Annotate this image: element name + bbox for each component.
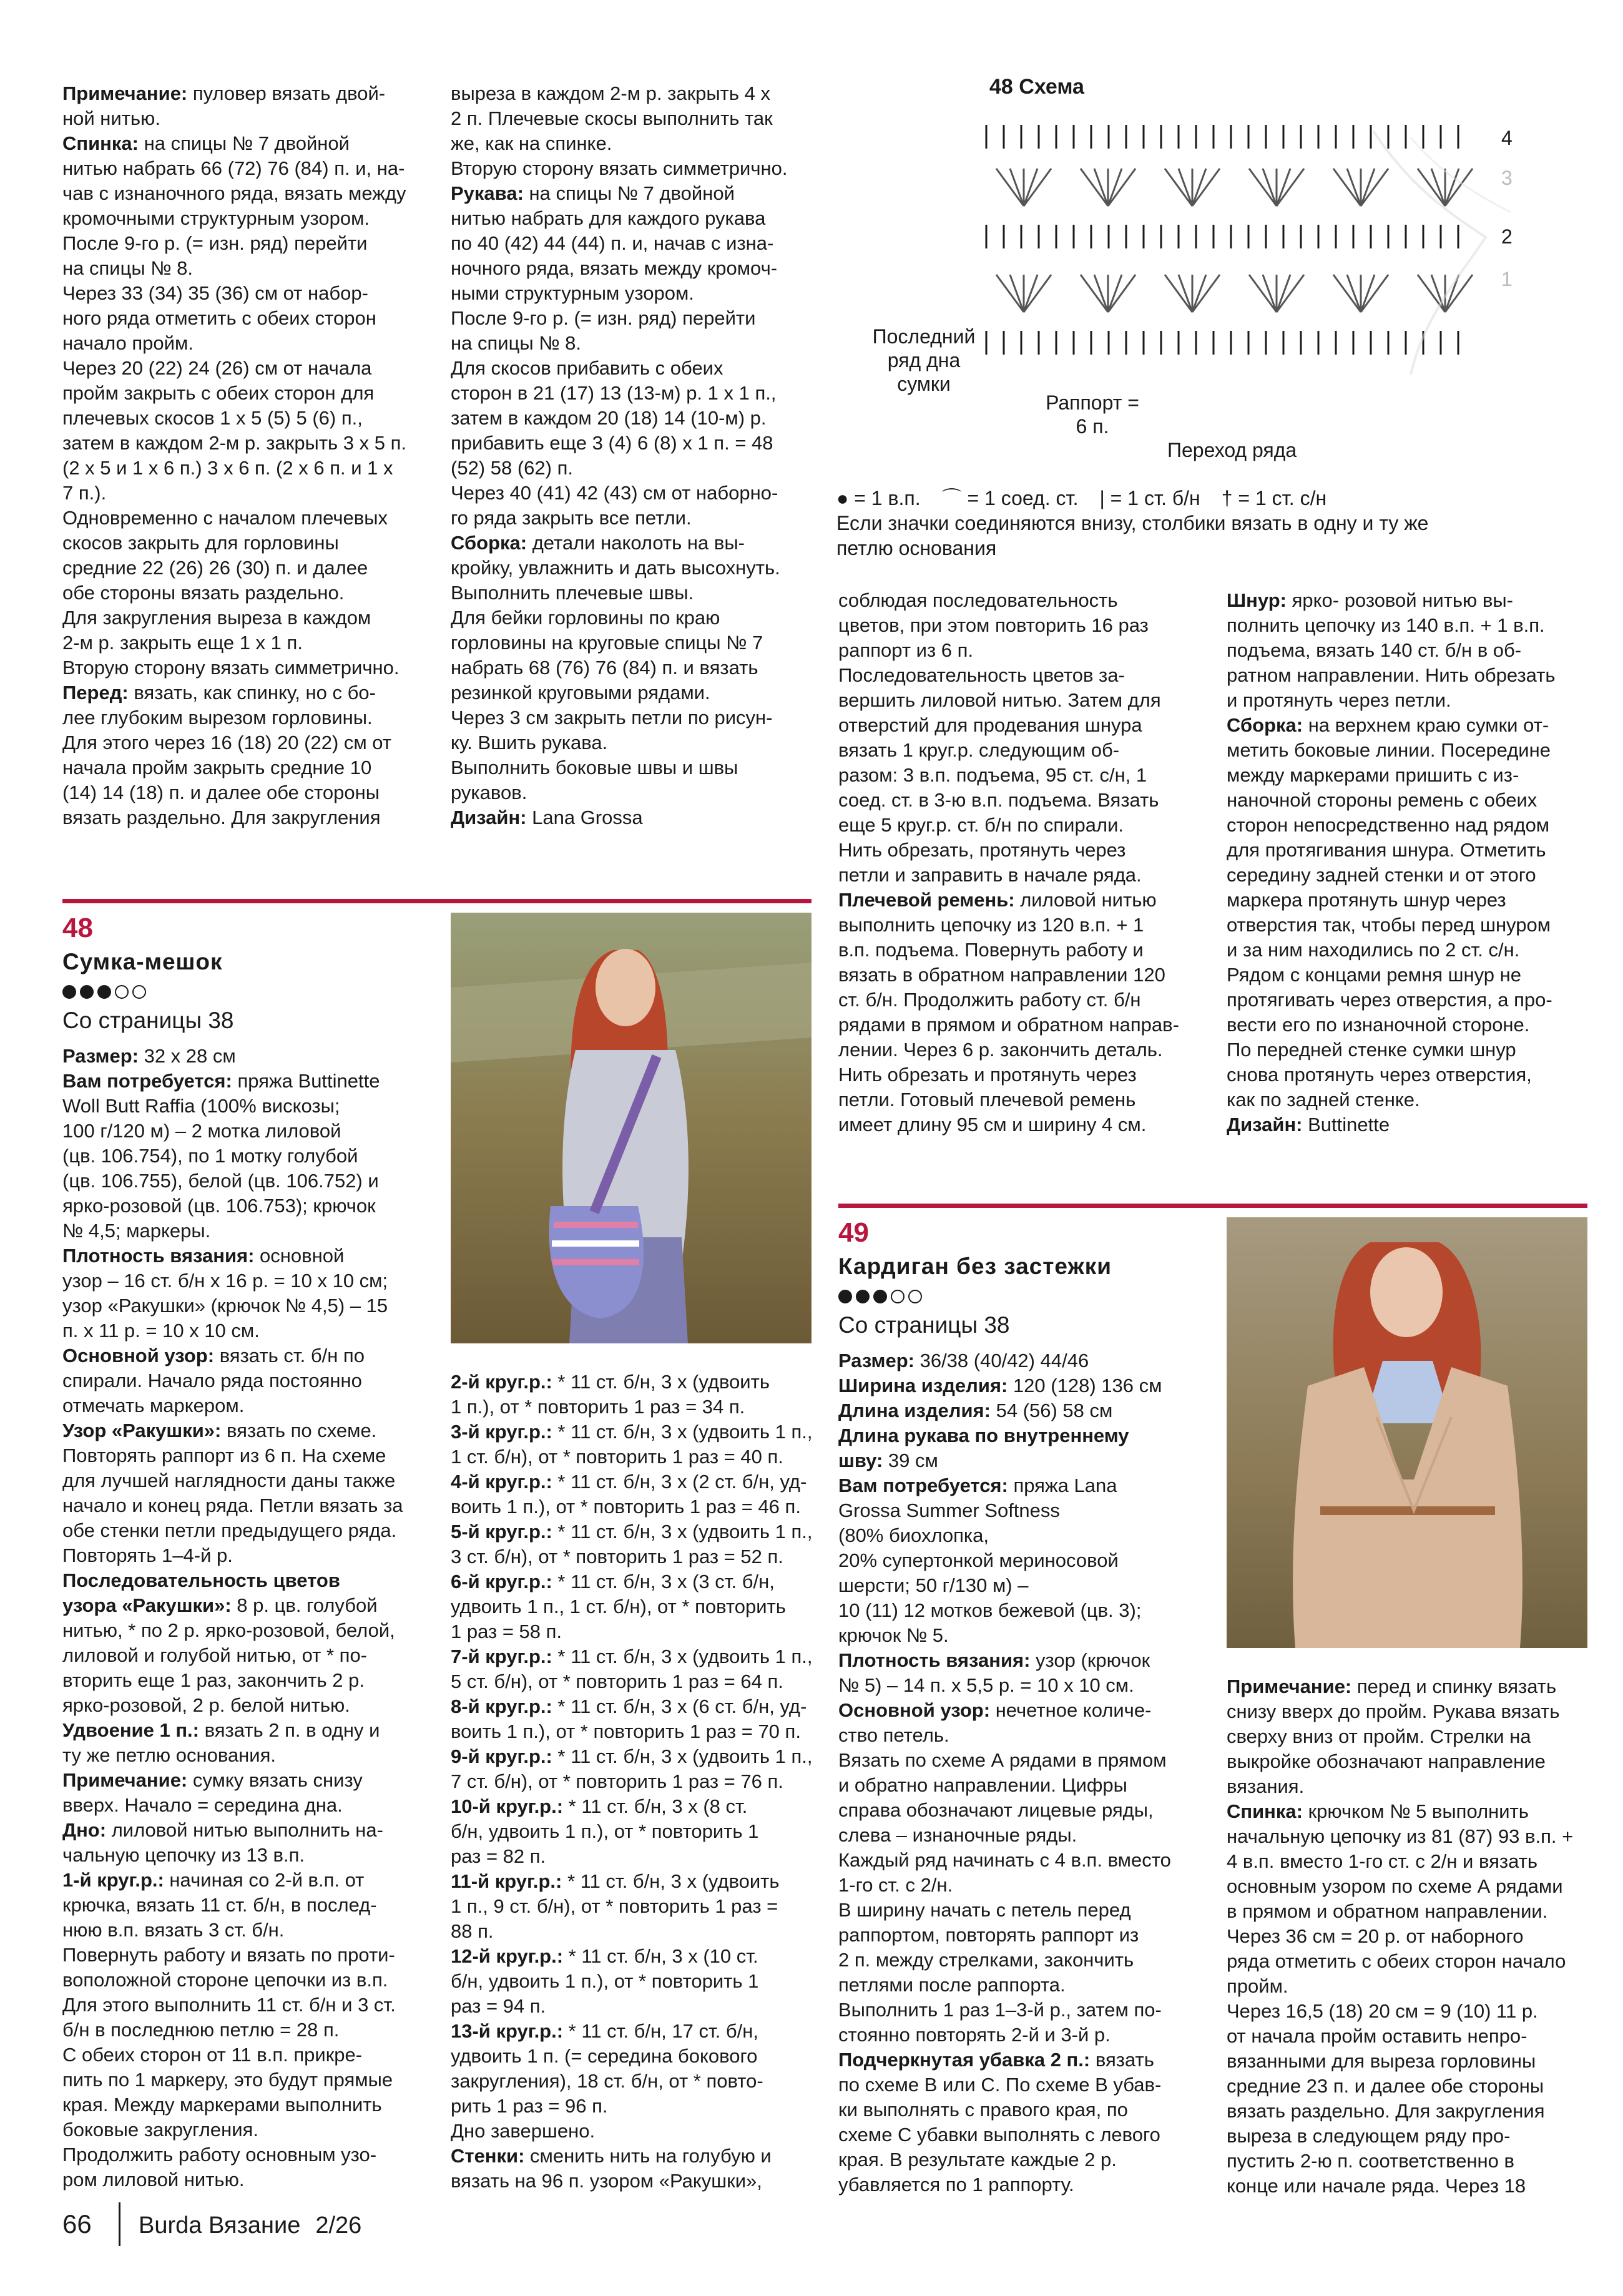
paragraph-body: * 11 ст. б/н, 3 х (6 ст. б/н, уд- воить 1 п.), от * повторить 1 раз = 70 п. (451, 1695, 807, 1742)
paragraph (451, 1420, 813, 1469)
paragraph-body: основной узор – 16 ст. б/н х 16 р. = 10 х 10 см; узор «Ракушки» (крючок № 4,5) – 15 п. х 11 р. = 10 х 10 см. (62, 1245, 388, 1342)
paragraph-heading: Удвоение 1 п.: (62, 1719, 199, 1741)
paragraph (62, 1244, 424, 1343)
col3-mid-text (838, 588, 1200, 1150)
paragraph-body: * 11 ст. б/н, 3 х (удвоить 1 п., 1 ст. б/н), от * повторить 1 раз = 40 п. (451, 1421, 813, 1468)
item49-number: 49 (838, 1217, 869, 1248)
paragraph (1227, 1674, 1589, 1799)
paragraph (62, 81, 424, 131)
paragraph-body: 120 (128) 136 см (1008, 1375, 1162, 1396)
paragraph-body: перед и спинку вязать снизу вверх до пройм. Рукава вязать сверху вниз от пройм. Стрелки на выкройке обозначают направление вязания. (1227, 1675, 1560, 1797)
paragraph (62, 1044, 424, 1069)
paragraph (62, 1818, 424, 1868)
item49-rule (838, 1204, 1587, 1208)
paragraph-heading: Основной узор: (838, 1699, 991, 1721)
legend-symbol: ● (836, 487, 849, 509)
paragraph (451, 1694, 813, 1744)
paragraph-heading: 2-й круг.р.: (451, 1371, 552, 1393)
paragraph-body: вязать, как спинку, но с бо- лее глубоким вырезом горловины. Для этого через 16 (18) 20 (22) см от начала пройм закрыть средние 10 (14) 14 (18) п. и далее обе стороны вязать раздельно. Для закругления (62, 682, 392, 828)
paragraph (838, 1373, 1200, 1398)
paragraph-body: 32 х 28 см (138, 1045, 236, 1067)
paragraph-heading: Размер: (838, 1350, 914, 1371)
item49-from-page: Со страницы 38 (838, 1312, 1010, 1338)
paragraph-body: * 11 ст. б/н, 3 х (удвоить 1 п., 5 ст. б/н), от * повторить 1 раз = 64 п. (451, 1646, 813, 1692)
chart-stitch (1277, 275, 1290, 312)
paragraph (62, 1568, 424, 1718)
paragraph (838, 1398, 1200, 1423)
chart-row-1: 1 (1501, 268, 1513, 290)
paragraph (838, 1648, 1200, 1698)
paragraph-heading: Дно: (62, 1819, 107, 1841)
chart-stitch (1024, 169, 1037, 206)
paragraph (451, 1744, 813, 1794)
paragraph (838, 588, 1200, 888)
chart-row-change-label: Переход ряда (1167, 439, 1297, 461)
paragraph (451, 2019, 813, 2144)
paragraph-heading: Перед: (62, 682, 129, 704)
chart-stitch (1165, 169, 1192, 206)
chart-legend (836, 486, 1561, 561)
paragraph (62, 1868, 424, 2192)
paragraph-body: крючком № 5 выполнить начальную цепочку из 81 (87) 93 в.п. + 4 в.п. вместо 1-го ст. с 2/н и вязать основным узором по схеме А рядами в прямом и обратном направлении. Через 36 см = 20 р. от наборного ряда отметить с обеих сторон начало пройм. Через 16,5 (18) 20 см = 9 (10) 11 р. от начала пройм оставить непро- вязанными для выреза горловины средние 23 п. и далее обе стороны вязать раздельно. Для закругления выреза в следующем ряду про- пустить 2-ю п. соответственно в конце или начале ряда. Через 18 (1227, 1800, 1574, 2197)
item48-title: Сумка-мешок (62, 949, 223, 974)
paragraph-heading: Сборка: (451, 532, 527, 554)
paragraph-body: пряжа Lana Grossa Summer Softness (80% биохлопка, 20% супертонкой мериносовой шерсти; 50 г/130 м) – 10 (11) 12 мотков бежевой (цв. 3); крючок № 5. (838, 1474, 1142, 1646)
chart-stitch (1024, 169, 1051, 206)
paragraph-body: 8 р. цв. голубой нитью, * по 2 р. ярко-розовой, белой, лиловой и голубой нитью, от * по- вторить еще 1 раз, закончить 2 р. ярко-розовой, 2 р. белой нитью. (62, 1594, 395, 1716)
paragraph-heading: Узор «Ракушки»: (62, 1420, 222, 1441)
col2-top-text (451, 81, 813, 849)
chart-stitch (1108, 169, 1122, 206)
paragraph-body: * 11 ст. б/н, 3 х (удвоить 1 п.), от * повторить 1 раз = 34 п. (451, 1371, 770, 1418)
paragraph-heading: Спинка: (1227, 1800, 1303, 1822)
paragraph-heading: 4-й круг.р.: (451, 1471, 552, 1493)
legend-item (836, 486, 921, 511)
paragraph-heading: Дизайн: (451, 807, 527, 828)
chart-stitch (1192, 169, 1206, 206)
paragraph-heading: Плотность вязания: (62, 1245, 255, 1267)
chart-stitch (1165, 275, 1192, 312)
chart-stitch (1249, 169, 1277, 206)
paragraph-heading: Длина рукава по внутреннему шву: (838, 1425, 1129, 1471)
chart-stitch (1277, 169, 1290, 206)
chart-row-4: 4 (1501, 127, 1513, 149)
paragraph-body: Lana Grossa (526, 807, 643, 828)
chart-stitch (1333, 169, 1361, 206)
paragraph-body: начиная со 2-й в.п. от крючка, вязать 11 ст. б/н, в послед- нюю в.п. вязать 3 ст. б/н. Повернуть работу и вязать по проти- воположной стороне цепочки из в.п. Для этого выполнить 11 ст. б/н и 3 ст. б/н в последнюю петлю = 28 п. С обеих сторон от 11 в.п. прикре- пить по 1 маркеру, это будут прямые края. Между маркерами выполнить боковые закругления. Продолжить работу основным узо- ром лиловой нитью. (62, 1869, 396, 2191)
paragraph (838, 1423, 1200, 1473)
item48-rule (62, 899, 812, 903)
difficulty-dot (115, 985, 129, 999)
magazine-name (139, 2211, 361, 2240)
chart-stitch (1249, 275, 1277, 312)
paragraph-heading: Подчеркнутая убавка 2 п.: (838, 2049, 1091, 2071)
chart-stitch (1010, 169, 1024, 206)
chart-stitch (1192, 169, 1220, 206)
chart-stitch (1445, 169, 1459, 206)
chart-stitch (1361, 169, 1388, 206)
paragraph-heading: 1-й круг.р.: (62, 1869, 164, 1891)
paragraph-body: на верхнем краю сумки от- метить боковые линии. Посередине между маркерами пришить с из- наночной стороны ремень с обеих сторон непосредственно над рядом для протягивания шнура. Отметить середину задней стенки и от этого маркера протянуть шнур через отверстия так, чтобы перед шнуром и за ним находились по 2 ст. с/н. Рядом с концами ремня шнур не протягивать через отверстия, а про- вести его по изнаночной стороне. По передней стенке сумки шнур снова протянуть через отверстия, как по задней стенке. (1227, 714, 1552, 1111)
paragraph-heading: Плотность вязания: (838, 1649, 1031, 1671)
chart-stitch (1081, 275, 1108, 312)
issue-number: 2/26 (315, 2212, 362, 2239)
paragraph-heading: Примечание: (62, 82, 188, 104)
paragraph (451, 1519, 813, 1569)
paragraph-body: * 11 ст. б/н, 3 х (удвоить 1 п., 7 ст. б/н), от * повторить 1 раз = 76 п. (451, 1745, 813, 1792)
chart-stitch (1361, 275, 1388, 312)
chart-stitch (1108, 169, 1135, 206)
paragraph-body: вязать ст. б/н по спирали. Начало ряда постоянно отмечать маркером. (62, 1345, 365, 1416)
paragraph (62, 1768, 424, 1818)
difficulty-dot (908, 1290, 922, 1303)
chart-stitch (1094, 169, 1108, 206)
paragraph (451, 1569, 813, 1644)
legend-item (1222, 486, 1326, 511)
paragraph (838, 1698, 1200, 2048)
legend-item (1099, 486, 1200, 511)
paragraph-body: узор (крючок № 5) – 14 п. х 5,5 р. = 10 х 10 см. (838, 1649, 1150, 1696)
chart-stitch (1094, 275, 1108, 312)
chart-stitch (1263, 275, 1277, 312)
col2-bottom-text (451, 1370, 813, 2200)
chart-stitch (1024, 275, 1051, 312)
paragraph-body: соблюдая последовательность цветов, при этом повторить 16 раз раппорт из 6 п. Последовательность цветов за- вершить лиловой нитью. Затем для отверстий для продевания шнура вязать 1 круг.р. следующим об- разом: 3 в.п. подъема, 95 ст. с/н, 1 соед. ст. в 3-ю в.п. подъема. Вязать еще 5 круг.р. ст. б/н по спирали. Нить обрезать, протянуть через петли и заправить в начале ряда. (838, 589, 1161, 886)
chart-last-row-label: Последний ряд дна сумки (872, 325, 976, 395)
chart-stitch (1108, 275, 1135, 312)
paragraph-body: ярко- розовой нитью вы- полнить цепочку из 140 в.п. + 1 в.п. подъема, вязать 140 ст. б/н в об- ратном направлении. Нить обрезать и протянуть через петли. (1227, 589, 1556, 711)
paragraph (451, 1944, 813, 2019)
item48-from-page: Со страницы 38 (62, 1008, 234, 1033)
legend-symbol: † (1221, 487, 1233, 509)
paragraph-heading: Плечевой ремень: (838, 889, 1015, 911)
paragraph (451, 1644, 813, 1694)
paragraph-heading: 13-й круг.р.: (451, 2020, 564, 2042)
paragraph (838, 1348, 1200, 1373)
chart-stitch (1347, 169, 1361, 206)
paragraph-heading: 7-й круг.р.: (451, 1646, 552, 1667)
legend-text: = 1 в.п. (848, 487, 921, 509)
paragraph (451, 1794, 813, 1869)
col1-bottom-text (62, 1044, 424, 2199)
paragraph (1227, 1112, 1589, 1137)
paragraph (451, 1869, 813, 1944)
paragraph (62, 1718, 424, 1768)
paragraph-heading: 10-й круг.р.: (451, 1795, 564, 1817)
difficulty-dot (891, 1290, 905, 1303)
paragraph-body: * 11 ст. б/н, 3 х (2 ст. б/н, уд- воить 1 п.), от * повторить 1 раз = 46 п. (451, 1471, 807, 1518)
legend-symbol: | (1099, 487, 1105, 509)
paragraph-body: 54 (56) 58 см (990, 1400, 1113, 1421)
paragraph-body: вязать по схеме В или С. По схеме В убав- ки выполнять с правого края, по схеме С убавки выполнять с левого края. В результате каждые 2 р. убавляется по 1 раппорту. (838, 2049, 1162, 2195)
paragraph-body: * 11 ст. б/н, 17 ст. б/н, удвоить 1 п. (= середина бокового закругления), 18 ст. б/н, от * повто- рить 1 раз = 96 п. Дно завершено. (451, 2020, 763, 2142)
chart-stitch (1361, 169, 1375, 206)
paragraph-heading: Размер: (62, 1045, 139, 1067)
chart-stitch (1179, 169, 1192, 206)
bag-photo (451, 913, 812, 1343)
chart-stitch (1192, 275, 1220, 312)
paragraph-body: * 11 ст. б/н, 3 х (10 ст. б/н, удвоить 1 п.), от * повторить 1 раз = 94 п. (451, 1945, 759, 2017)
paragraph-heading: Сборка: (1227, 714, 1303, 736)
paragraph-body: лиловой нитью выполнить цепочку из 120 в.п. + 1 в.п. подъема. Повернуть работу и вязать в обратном направлении 120 ст. б/н. Продолжить работу ст. б/н рядами в прямом и обратном направ- лении. Через 6 р. закончить деталь. Нить обрезать и протянуть через петли. Готовый плечевой ремень имеет длину 95 см и ширину 4 см. (838, 889, 1179, 1136)
paragraph (1227, 588, 1589, 713)
col4-bottom-text (1227, 1674, 1589, 2205)
paragraph (451, 531, 813, 805)
chart-stitch (1418, 275, 1445, 312)
chart-stitch (1333, 275, 1361, 312)
col1-top-text (62, 81, 424, 849)
item48-difficulty (62, 985, 146, 999)
chart-stitch (996, 275, 1024, 312)
paragraph-heading: Ширина изделия: (838, 1375, 1008, 1396)
paragraph-heading: 6-й круг.р.: (451, 1571, 552, 1592)
paragraph (838, 2048, 1200, 2197)
col3-bottom-text (838, 1348, 1200, 2204)
paragraph-body: пуловер вязать двой- ной нитью. (62, 82, 386, 129)
chart-note: Если значки соединяются внизу, столбики вязать в одну и ту же петлю основания (836, 512, 1429, 559)
paragraph (1227, 1799, 1589, 2199)
paragraph-body: сумку вязать снизу вверх. Начало = середина дна. (62, 1769, 363, 1816)
difficulty-dot (856, 1290, 870, 1303)
paragraph (451, 1370, 813, 1420)
paragraph-heading: Вам потребуется: (838, 1474, 1008, 1496)
difficulty-dot (132, 985, 146, 999)
paragraph (62, 1343, 424, 1418)
page-number: 66 (62, 2209, 92, 2239)
item49-difficulty (838, 1290, 922, 1303)
paragraph-body: пряжа Buttinette Woll Butt Raffia (100% вискозы; 100 г/120 м) – 2 мотка лиловой (цв. 106.754), по 1 мотку голубой (цв. 106.755), белой (цв. 106.752) и ярко-розовой (цв. 106.753); крючок № 4,5; маркеры. (62, 1070, 380, 1242)
legend-symbol: ⌒ (941, 487, 962, 509)
paragraph (451, 2144, 813, 2194)
paragraph-body: на спицы № 7 двойной нитью набрать 66 (72) 76 (84) п. и, на- чав с изнаночного ряда, вязать между кромочными структурным узором. После 9-го р. (= изн. ряд) перейти на спицы № 8. Через 33 (34) 35 (36) см от набор- ного ряда отметить с обеих сторон начало пройм. Через 20 (22) 24 (26) см от начала пройм закрыть с обеих сторон для плечевых скосов 1 х 5 (5) 5 (6) п., затем в каждом 2-м р. закрыть 3 х 5 п. (2 х 5 и 1 х 6 п.) 3 х 6 п. (2 х 6 п. и 1 х 7 п.). Одновременно с началом плечевых скосов закрыть для горловины средние 22 (26) 26 (30) п. и далее обе стороны вязать раздельно. Для закругления выреза в каждом 2-м р. закрыть еще 1 х 1 п. Вторую сторону вязать симметрично. (62, 132, 407, 679)
chart-stitch (1347, 275, 1361, 312)
paragraph-body: детали наколоть на вы- кройку, увлажнить и дать высохнуть. Выполнить плечевые швы. Для бейки горловины по краю горловины на круговые спицы № 7 набрать 68 (76) 76 (84) п. и вязать резинкой круговыми рядами. Через 3 см закрыть петли по рисун- ку. Вшить рукава. Выполнить боковые швы и швы рукавов. (451, 532, 780, 803)
paragraph (62, 680, 424, 830)
paragraph-heading: 5-й круг.р.: (451, 1521, 552, 1543)
paragraph-heading: Стенки: (451, 2145, 525, 2167)
paragraph-body: * 11 ст. б/н, 3 х (8 ст. б/н, удвоить 1 п.), от * повторить 1 раз = 82 п. (451, 1795, 759, 1867)
paragraph-body: * 11 ст. б/н, 3 х (удвоить 1 п., 3 ст. б/н), от * повторить 1 раз = 52 п. (451, 1521, 813, 1567)
chart-stitch (996, 169, 1024, 206)
footer-divider (119, 2202, 120, 2246)
difficulty-dot (873, 1290, 887, 1303)
chart-stitch (1192, 275, 1206, 312)
paragraph-body: вязать 2 п. в одну и ту же петлю основания. (62, 1719, 380, 1766)
paragraph-body: 36/38 (40/42) 44/46 (914, 1350, 1089, 1371)
paragraph-heading: Примечание: (1227, 1675, 1352, 1697)
paragraph-heading: Последовательность цветов узора «Ракушки»: (62, 1569, 340, 1616)
chart-stitch (1179, 275, 1192, 312)
paragraph-body: выреза в каждом 2-м р. закрыть 4 х 2 п. Плечевые скосы выполнить так же, как на спинке. Вторую сторону вязать симметрично. (451, 82, 788, 179)
item48-number: 48 (62, 913, 93, 943)
paragraph-heading: Длина изделия: (838, 1400, 991, 1421)
chart-stitch (1445, 275, 1473, 312)
chart-stitch (1277, 169, 1304, 206)
paragraph-heading: 3-й круг.р.: (451, 1421, 552, 1443)
chart-repeat-label: Раппорт = 6 п. (1046, 391, 1139, 438)
paragraph-body: нечетное количе- ство петель. Вязать по схеме А рядами в прямом и обратно направлении. Цифры справа обозначают лицевые ряды, слева – изнаночные ряды. Каждый ряд начинать с 4 в.п. вместо 1-го ст. с 2/н. В ширину начать с петель перед раппортом, повторять раппорт из 2 п. между стрелками, закончить петлями после раппорта. Выполнить 1 раз 1–3-й р., затем по- стоянно повторять 2-й и 3-й р. (838, 1699, 1171, 2046)
col4-mid-text (1227, 588, 1589, 1150)
legend-text: = 1 соед. ст. (961, 487, 1079, 509)
paragraph (451, 81, 813, 181)
paragraph-heading: Дизайн: (1227, 1114, 1303, 1136)
paragraph-body: на спицы № 7 двойной нитью набрать для каждого рукава по 40 (42) 44 (44) п. и, начав с изна- ночного ряда, вязать между кромоч- ными структурным узором. После 9-го р. (= изн. ряд) перейти на спицы № 8. Для скосов прибавить с обеих сторон в 21 (17) 13 (13-м) р. 1 х 1 п., затем в каждом 20 (18) 14 (10-м) р. прибавить еще 3 (4) 6 (8) х 1 п. = 48 (52) 58 (62) п. Через 40 (41) 42 (43) см от наборно- го ряда закрыть все петли. (451, 182, 778, 529)
difficulty-dot (97, 985, 111, 999)
paragraph (62, 131, 424, 680)
paragraph-heading: 12-й круг.р.: (451, 1945, 564, 1967)
legend-text: = 1 ст. с/н (1232, 487, 1327, 509)
chart-stitch (1108, 275, 1122, 312)
paragraph-body: вязать по схеме. Повторять раппорт из 6 п. На схеме для лучшей наглядности даны также начало и конец ряда. Петли вязать за обе стенки петли предыдущего ряда. Повторять 1–4-й р. (62, 1420, 403, 1566)
item49-title: Кардиган без застежки (838, 1253, 1112, 1279)
paragraph-body: 39 см (883, 1450, 938, 1471)
paragraph (1227, 713, 1589, 1112)
paragraph (838, 888, 1200, 1137)
magazine-title: Burda Вязание (139, 2212, 301, 2239)
paragraph (838, 1473, 1200, 1648)
paragraph (62, 1418, 424, 1568)
paragraph-heading: Шнур: (1227, 589, 1287, 611)
chart-stitch (1024, 275, 1037, 312)
chart-stitch (1010, 275, 1024, 312)
paragraph (451, 805, 813, 830)
paragraph-body: лиловой нитью выполнить на- чальную цепочку из 13 в.п. (62, 1819, 383, 1866)
paragraph-heading: Спинка: (62, 132, 139, 154)
paragraph (451, 181, 813, 531)
paragraph-heading: 8-й круг.р.: (451, 1695, 552, 1717)
chart-stitch (1277, 275, 1304, 312)
difficulty-dot (80, 985, 94, 999)
chart-row-2: 2 (1501, 225, 1513, 248)
difficulty-dot (838, 1290, 852, 1303)
paragraph-heading: 11-й круг.р.: (451, 1870, 562, 1892)
cardigan-photo (1227, 1217, 1587, 1648)
chart-title: 48 Схема (989, 75, 1084, 99)
difficulty-dot (62, 985, 76, 999)
paragraph-heading: 9-й круг.р.: (451, 1745, 552, 1767)
paragraph-heading: Вам потребуется: (62, 1070, 232, 1092)
chart-stitch (1361, 275, 1375, 312)
paragraph-body: Buttinette (1302, 1114, 1390, 1136)
paragraph-body: * 11 ст. б/н, 3 х (удвоить 1 п., 9 ст. б/н), от * повторить 1 раз = 88 п. (451, 1870, 780, 1942)
chart-stitch (1263, 169, 1277, 206)
paragraph-body: * 11 ст. б/н, 3 х (3 ст. б/н, удвоить 1 п., 1 ст. б/н), от * повторить 1 раз = 58 п. (451, 1571, 786, 1642)
chart-stitch (1081, 169, 1108, 206)
paragraph-heading: Рукава: (451, 182, 524, 204)
legend-item (942, 486, 1079, 511)
legend-text: = 1 ст. б/н (1104, 487, 1200, 509)
paragraph (451, 1469, 813, 1519)
paragraph-heading: Основной узор: (62, 1345, 215, 1366)
paragraph-body: сменить нить на голубую и вязать на 96 п. узором «Ракушки», (451, 2145, 772, 2192)
paragraph (62, 1069, 424, 1244)
paragraph-heading: Примечание: (62, 1769, 188, 1791)
chart-row-3: 3 (1501, 167, 1513, 189)
